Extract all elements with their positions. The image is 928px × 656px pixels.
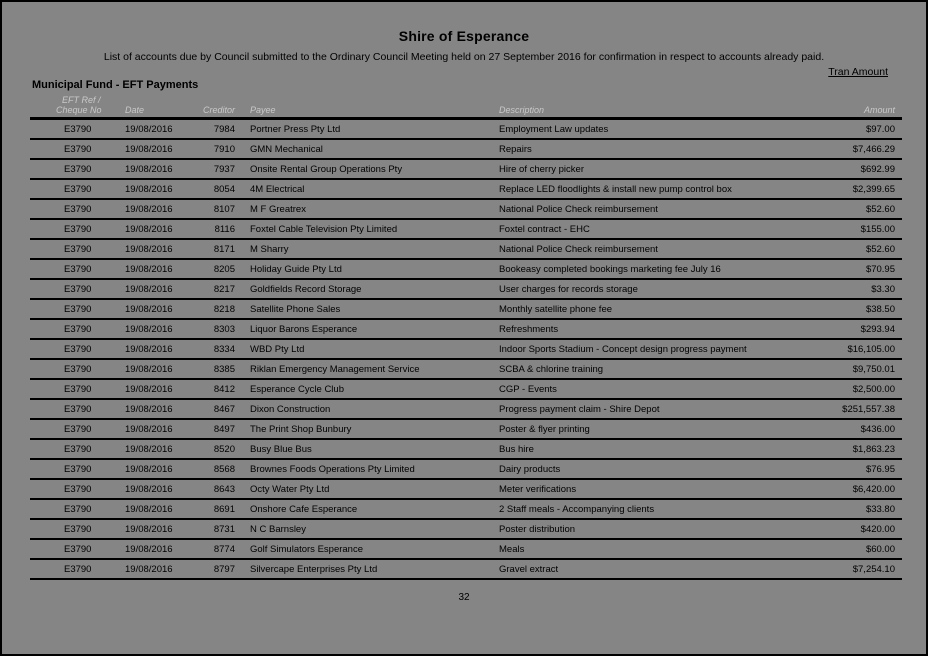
cell-creditor: 8385 bbox=[197, 359, 235, 379]
cell-payee: Esperance Cycle Club bbox=[235, 379, 499, 399]
cell-payee: M F Greatrex bbox=[235, 199, 499, 219]
cell-date: 19/08/2016 bbox=[105, 139, 197, 159]
cell-payee: Holiday Guide Pty Ltd bbox=[235, 259, 499, 279]
cell-creditor: 8568 bbox=[197, 459, 235, 479]
cell-creditor: 8303 bbox=[197, 319, 235, 339]
cell-description: CGP - Events bbox=[499, 379, 795, 399]
cell-amount: $251,557.38 bbox=[795, 399, 902, 419]
cell-amount: $76.95 bbox=[795, 459, 902, 479]
cell-eft-ref: E3790 bbox=[30, 459, 105, 479]
cell-amount: $52.60 bbox=[795, 199, 902, 219]
cell-amount: $60.00 bbox=[795, 539, 902, 559]
table-row bbox=[30, 179, 902, 199]
page-number: 32 bbox=[458, 592, 470, 603]
cell-amount: $3.30 bbox=[795, 279, 902, 299]
cell-payee: Brownes Foods Operations Pty Limited bbox=[235, 459, 499, 479]
cell-amount: $420.00 bbox=[795, 519, 902, 539]
cell-description: SCBA & chlorine training bbox=[499, 359, 795, 379]
cell-amount: $16,105.00 bbox=[795, 339, 902, 359]
cell-date: 19/08/2016 bbox=[105, 239, 197, 259]
cell-eft-ref: E3790 bbox=[30, 539, 105, 559]
cell-creditor: 8643 bbox=[197, 479, 235, 499]
cell-date: 19/08/2016 bbox=[105, 539, 197, 559]
cell-payee: Portner Press Pty Ltd bbox=[235, 119, 499, 140]
cell-date: 19/08/2016 bbox=[105, 259, 197, 279]
cell-payee: The Print Shop Bunbury bbox=[235, 419, 499, 439]
cell-eft-ref: E3790 bbox=[30, 279, 105, 299]
cell-date: 19/08/2016 bbox=[105, 399, 197, 419]
cell-description: Employment Law updates bbox=[499, 119, 795, 140]
cell-creditor: 8467 bbox=[197, 399, 235, 419]
cell-payee: Onsite Rental Group Operations Pty bbox=[235, 159, 499, 179]
table-row bbox=[30, 499, 902, 519]
cell-payee: 4M Electrical bbox=[235, 179, 499, 199]
cell-description: Indoor Sports Stadium - Concept design progress payment bbox=[499, 339, 795, 359]
cell-description: Bookeasy completed bookings marketing fee July 16 bbox=[499, 259, 795, 279]
cell-eft-ref: E3790 bbox=[30, 319, 105, 339]
table-row bbox=[30, 379, 902, 399]
cell-description: National Police Check reimbursement bbox=[499, 199, 795, 219]
cell-date: 19/08/2016 bbox=[105, 499, 197, 519]
cell-eft-ref: E3790 bbox=[30, 379, 105, 399]
table-row bbox=[30, 299, 902, 319]
tran-amount-label: Tran Amount bbox=[828, 66, 888, 78]
table-row bbox=[30, 459, 902, 479]
cell-description: User charges for records storage bbox=[499, 279, 795, 299]
cell-description: Gravel extract bbox=[499, 559, 795, 579]
report-subtitle: List of accounts due by Council submitted to the Ordinary Council Meeting held on 27 September 2016 for confirmation in respect to accounts already paid. bbox=[103, 51, 825, 63]
cell-payee: WBD Pty Ltd bbox=[235, 339, 499, 359]
cell-date: 19/08/2016 bbox=[105, 299, 197, 319]
table-row bbox=[30, 259, 902, 279]
fund-section-heading: Municipal Fund - EFT Payments bbox=[32, 79, 199, 91]
cell-eft-ref: E3790 bbox=[30, 299, 105, 319]
cell-description: National Police Check reimbursement bbox=[499, 239, 795, 259]
cell-amount: $1,863.23 bbox=[795, 439, 902, 459]
cell-description: Poster & flyer printing bbox=[499, 419, 795, 439]
table-row bbox=[30, 479, 902, 499]
cell-payee: Onshore Cafe Esperance bbox=[235, 499, 499, 519]
table-row bbox=[30, 559, 902, 579]
table-row bbox=[30, 319, 902, 339]
cell-description: Repairs bbox=[499, 139, 795, 159]
table-row bbox=[30, 239, 902, 259]
cell-description: Dairy products bbox=[499, 459, 795, 479]
column-header-amount: Amount bbox=[795, 95, 902, 119]
table-row bbox=[30, 159, 902, 179]
cell-amount: $9,750.01 bbox=[795, 359, 902, 379]
cell-payee: Octy Water Pty Ltd bbox=[235, 479, 499, 499]
table-row bbox=[30, 339, 902, 359]
cell-creditor: 8054 bbox=[197, 179, 235, 199]
cell-amount: $2,399.65 bbox=[795, 179, 902, 199]
cell-amount: $97.00 bbox=[795, 119, 902, 140]
cell-description: Progress payment claim - Shire Depot bbox=[499, 399, 795, 419]
cell-eft-ref: E3790 bbox=[30, 439, 105, 459]
cell-date: 19/08/2016 bbox=[105, 359, 197, 379]
table-row bbox=[30, 359, 902, 379]
cell-date: 19/08/2016 bbox=[105, 559, 197, 579]
cell-description: Poster distribution bbox=[499, 519, 795, 539]
cell-amount: $7,466.29 bbox=[795, 139, 902, 159]
cell-date: 19/08/2016 bbox=[105, 119, 197, 140]
cell-eft-ref: E3790 bbox=[30, 159, 105, 179]
cell-payee: Golf Simulators Esperance bbox=[235, 539, 499, 559]
cell-amount: $6,420.00 bbox=[795, 479, 902, 499]
cell-description: 2 Staff meals - Accompanying clients bbox=[499, 499, 795, 519]
cell-eft-ref: E3790 bbox=[30, 359, 105, 379]
cell-payee: Dixon Construction bbox=[235, 399, 499, 419]
cell-date: 19/08/2016 bbox=[105, 159, 197, 179]
table-row bbox=[30, 539, 902, 559]
cell-payee: Busy Blue Bus bbox=[235, 439, 499, 459]
cell-amount: $33.80 bbox=[795, 499, 902, 519]
table-row bbox=[30, 519, 902, 539]
table-row bbox=[30, 399, 902, 419]
cell-description: Meter verifications bbox=[499, 479, 795, 499]
column-header-description: Description bbox=[499, 95, 795, 119]
cell-amount: $155.00 bbox=[795, 219, 902, 239]
cell-date: 19/08/2016 bbox=[105, 519, 197, 539]
cell-date: 19/08/2016 bbox=[105, 459, 197, 479]
cell-creditor: 7910 bbox=[197, 139, 235, 159]
cell-date: 19/08/2016 bbox=[105, 439, 197, 459]
cell-eft-ref: E3790 bbox=[30, 519, 105, 539]
cell-description: Monthly satellite phone fee bbox=[499, 299, 795, 319]
cell-creditor: 7937 bbox=[197, 159, 235, 179]
cell-payee: Foxtel Cable Television Pty Limited bbox=[235, 219, 499, 239]
cell-creditor: 8520 bbox=[197, 439, 235, 459]
cell-creditor: 8217 bbox=[197, 279, 235, 299]
cell-date: 19/08/2016 bbox=[105, 339, 197, 359]
cell-payee: Silvercape Enterprises Pty Ltd bbox=[235, 559, 499, 579]
cell-description: Hire of cherry picker bbox=[499, 159, 795, 179]
cell-date: 19/08/2016 bbox=[105, 479, 197, 499]
cell-creditor: 8497 bbox=[197, 419, 235, 439]
cell-creditor: 8797 bbox=[197, 559, 235, 579]
cell-date: 19/08/2016 bbox=[105, 319, 197, 339]
column-header-payee: Payee bbox=[235, 95, 499, 119]
cell-creditor: 8107 bbox=[197, 199, 235, 219]
table-row bbox=[30, 439, 902, 459]
cell-eft-ref: E3790 bbox=[30, 479, 105, 499]
cell-date: 19/08/2016 bbox=[105, 279, 197, 299]
cell-creditor: 8731 bbox=[197, 519, 235, 539]
cell-payee: N C Barnsley bbox=[235, 519, 499, 539]
cell-payee: GMN Mechanical bbox=[235, 139, 499, 159]
cell-creditor: 8116 bbox=[197, 219, 235, 239]
cell-eft-ref: E3790 bbox=[30, 199, 105, 219]
cell-description: Refreshments bbox=[499, 319, 795, 339]
payments-table bbox=[30, 95, 902, 580]
cell-amount: $436.00 bbox=[795, 419, 902, 439]
table-row bbox=[30, 139, 902, 159]
column-header-creditor: Creditor bbox=[197, 95, 235, 119]
cell-eft-ref: E3790 bbox=[30, 119, 105, 140]
cell-payee: Satellite Phone Sales bbox=[235, 299, 499, 319]
page-title: Shire of Esperance bbox=[398, 28, 530, 44]
cell-creditor: 8412 bbox=[197, 379, 235, 399]
cell-creditor: 8218 bbox=[197, 299, 235, 319]
cell-payee: Riklan Emergency Management Service bbox=[235, 359, 499, 379]
cell-eft-ref: E3790 bbox=[30, 259, 105, 279]
cell-amount: $293.94 bbox=[795, 319, 902, 339]
cell-creditor: 8171 bbox=[197, 239, 235, 259]
cell-creditor: 8334 bbox=[197, 339, 235, 359]
table-row bbox=[30, 219, 902, 239]
cell-date: 19/08/2016 bbox=[105, 179, 197, 199]
cell-eft-ref: E3790 bbox=[30, 399, 105, 419]
cell-amount: $7,254.10 bbox=[795, 559, 902, 579]
cell-amount: $52.60 bbox=[795, 239, 902, 259]
cell-payee: M Sharry bbox=[235, 239, 499, 259]
cell-eft-ref: E3790 bbox=[30, 179, 105, 199]
cell-date: 19/08/2016 bbox=[105, 199, 197, 219]
table-row bbox=[30, 419, 902, 439]
cell-amount: $70.95 bbox=[795, 259, 902, 279]
cell-payee: Liquor Barons Esperance bbox=[235, 319, 499, 339]
cell-eft-ref: E3790 bbox=[30, 339, 105, 359]
cell-eft-ref: E3790 bbox=[30, 559, 105, 579]
cell-description: Foxtel contract - EHC bbox=[499, 219, 795, 239]
cell-date: 19/08/2016 bbox=[105, 379, 197, 399]
cell-description: Meals bbox=[499, 539, 795, 559]
cell-amount: $38.50 bbox=[795, 299, 902, 319]
cell-creditor: 8691 bbox=[197, 499, 235, 519]
cell-date: 19/08/2016 bbox=[105, 219, 197, 239]
cell-eft-ref: E3790 bbox=[30, 219, 105, 239]
cell-creditor: 8774 bbox=[197, 539, 235, 559]
column-header-eft-ref: EFT Ref / Cheque No bbox=[30, 95, 105, 119]
table-row bbox=[30, 119, 902, 140]
cell-eft-ref: E3790 bbox=[30, 499, 105, 519]
cell-description: Bus hire bbox=[499, 439, 795, 459]
cell-eft-ref: E3790 bbox=[30, 419, 105, 439]
cell-amount: $692.99 bbox=[795, 159, 902, 179]
table-row bbox=[30, 199, 902, 219]
cell-payee: Goldfields Record Storage bbox=[235, 279, 499, 299]
cell-date: 19/08/2016 bbox=[105, 419, 197, 439]
cell-eft-ref: E3790 bbox=[30, 139, 105, 159]
cell-creditor: 8205 bbox=[197, 259, 235, 279]
payments-table-header bbox=[30, 95, 902, 119]
cell-creditor: 7984 bbox=[197, 119, 235, 140]
cell-description: Replace LED floodlights & install new pump control box bbox=[499, 179, 795, 199]
table-row bbox=[30, 279, 902, 299]
column-header-date: Date bbox=[105, 95, 197, 119]
cell-eft-ref: E3790 bbox=[30, 239, 105, 259]
payments-table-body bbox=[30, 119, 902, 580]
cell-amount: $2,500.00 bbox=[795, 379, 902, 399]
